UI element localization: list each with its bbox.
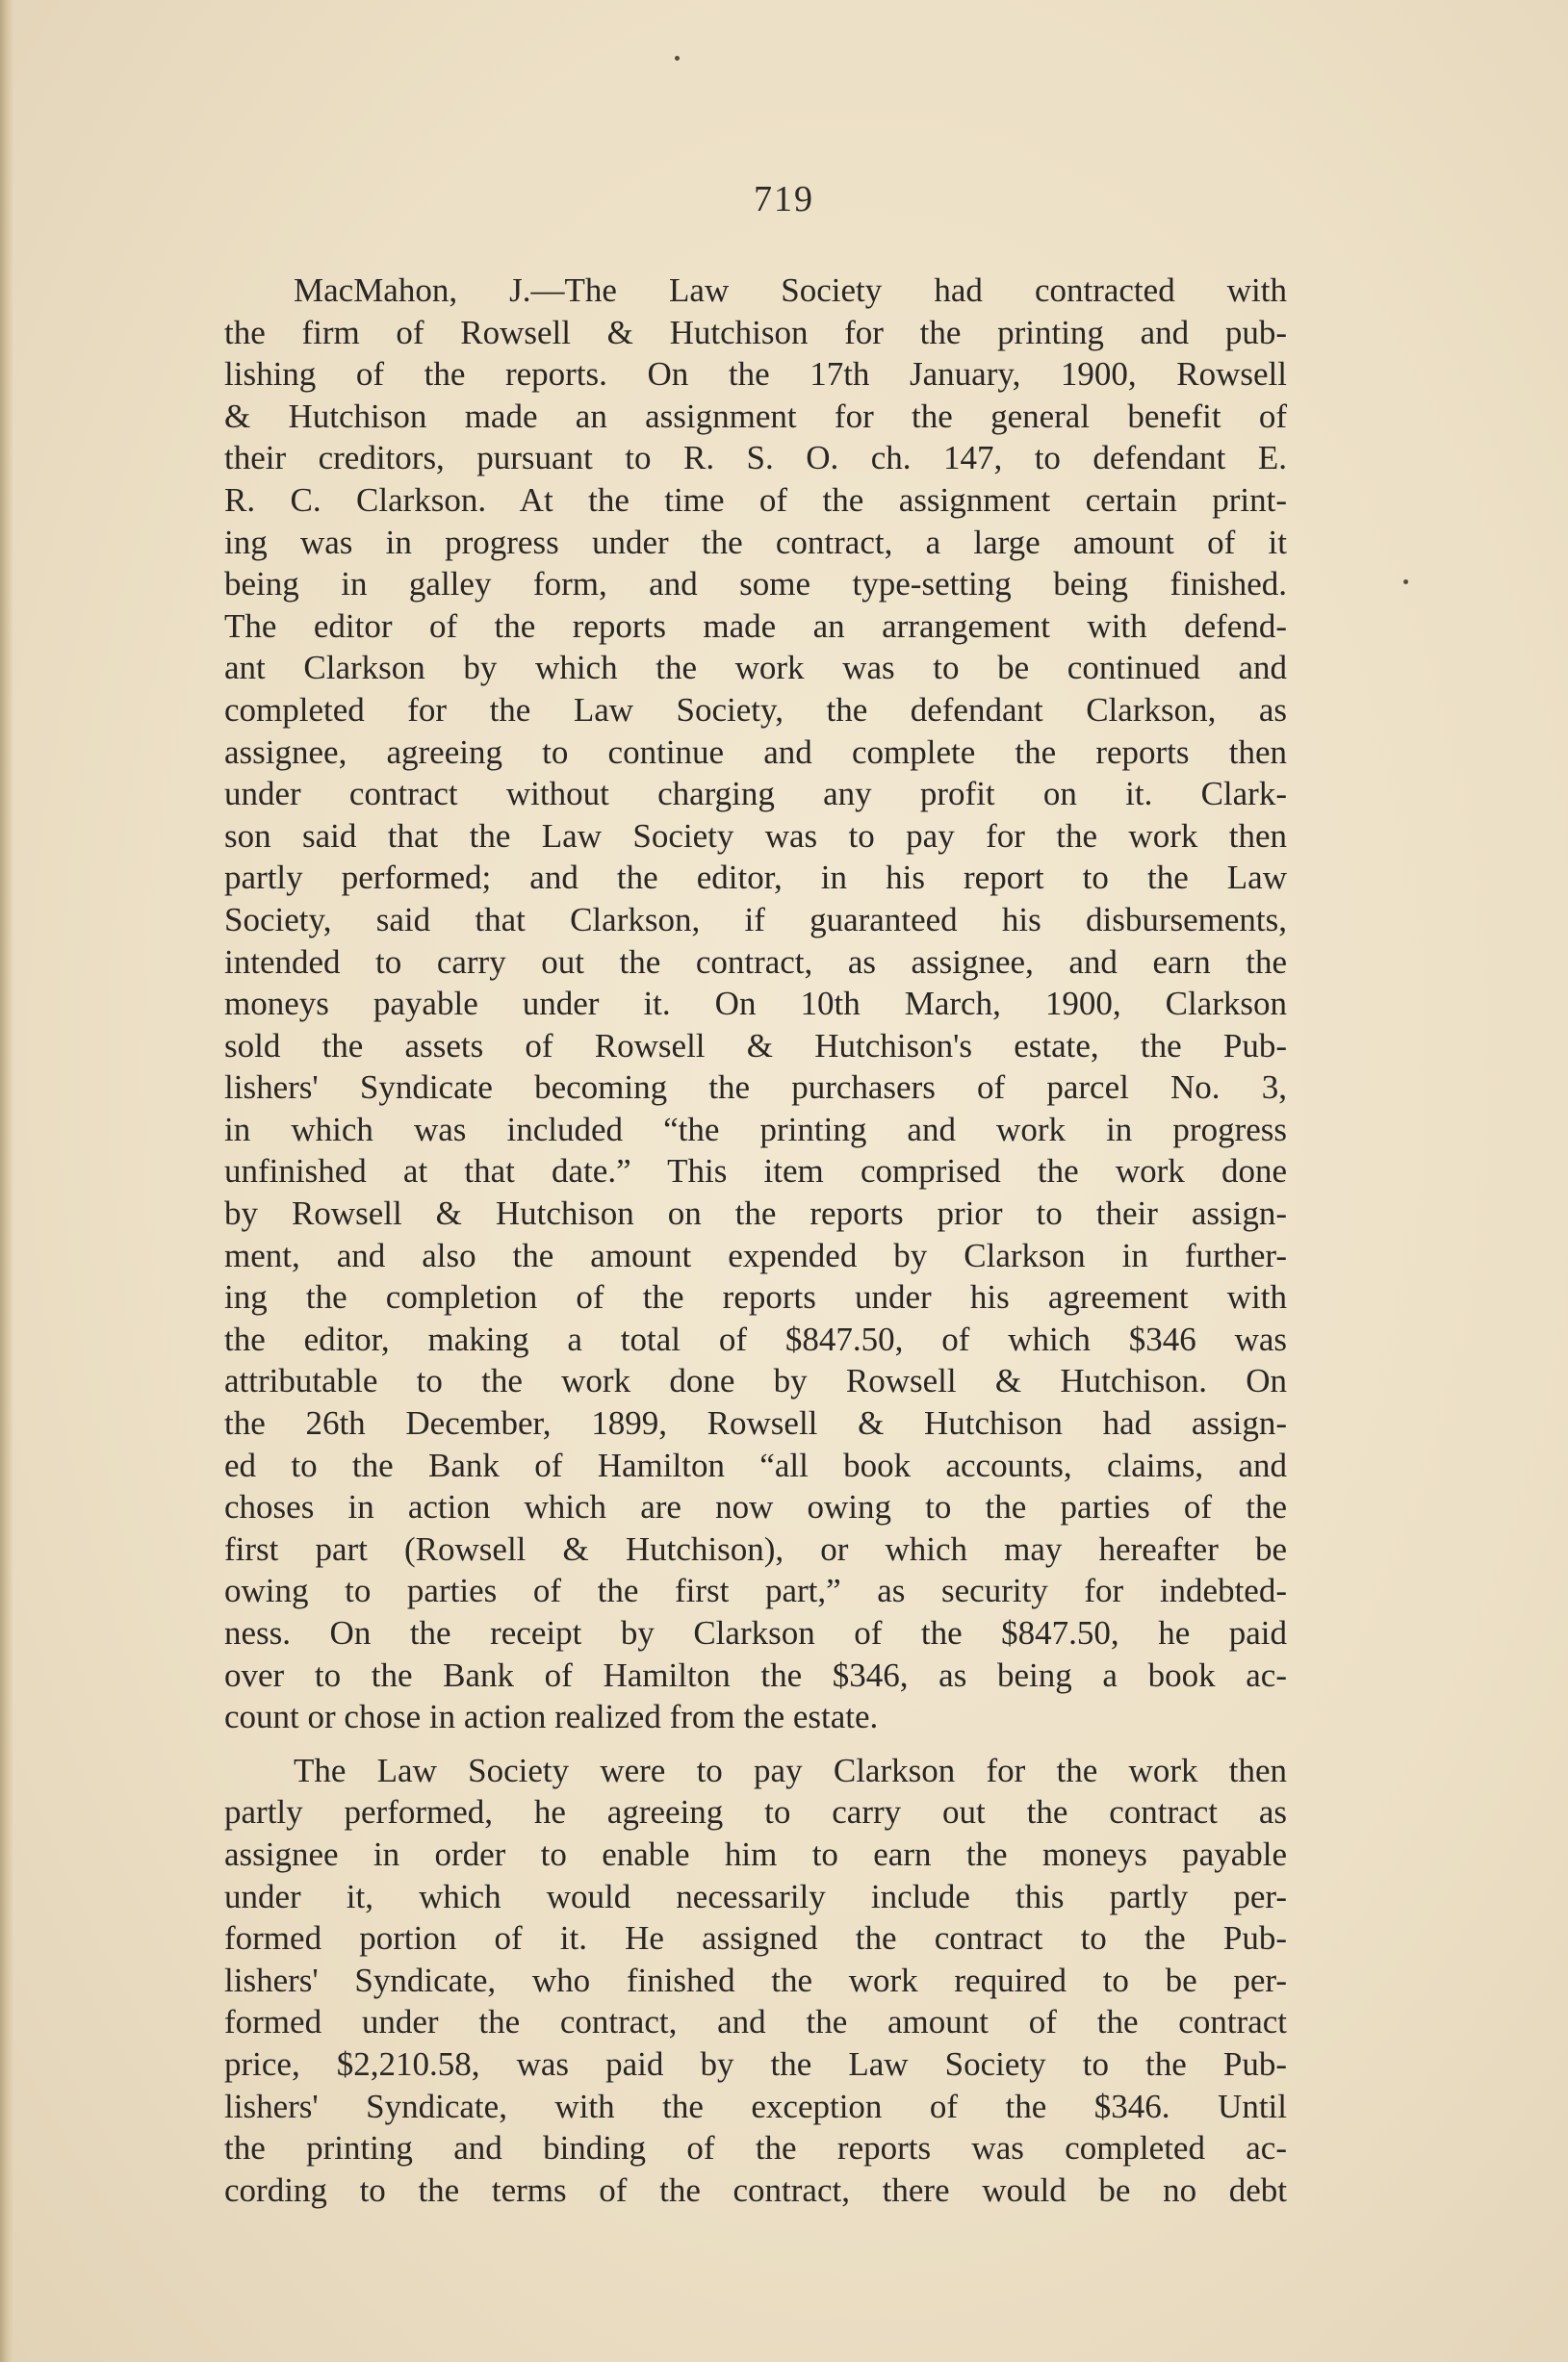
text-line: the printing and binding of the reports was completed ac-	[224, 2129, 1287, 2168]
text-line: lishers' Syndicate, with the exception of the $346. Until	[224, 2087, 1287, 2125]
page-number: 719	[754, 179, 814, 219]
paragraph-gap	[224, 1738, 1287, 1750]
text-line: over to the Bank of Hamilton the $346, as being a book ac-	[224, 1656, 1287, 1694]
text-line: ing was in progress under the contract, a large amount of it	[224, 523, 1287, 561]
paragraph	[224, 1750, 1287, 2212]
text-line: count or chose in action realized from the estate.	[224, 1698, 879, 1736]
text-line: ed to the Bank of Hamilton “all book accounts, claims, and	[224, 1446, 1287, 1484]
text-line: cording to the terms of the contract, there would be no debt	[224, 2170, 1287, 2209]
text-line: formed under the contract, and the amount of the contract	[224, 2003, 1287, 2041]
text-line: The Law Society were to pay Clarkson for the work then	[294, 1751, 1287, 1789]
text-line: first part (Rowsell & Hutchison), or which may hereafter be	[224, 1529, 1287, 1568]
text-line: ant Clarkson by which the work was to be continued and	[224, 649, 1287, 687]
text-line: MacMahon, J.—The Law Society had contracted with	[294, 271, 1287, 309]
text-line: completed for the Law Society, the defendant Clarkson, as	[224, 690, 1287, 729]
text-line: lishing of the reports. On the 17th January, 1900, Rowsell	[224, 355, 1287, 394]
text-line: son said that the Law Society was to pay for the work then	[224, 816, 1287, 855]
text-line: assignee in order to enable him to earn the moneys payable	[224, 1835, 1287, 1873]
text-line: & Hutchison made an assignment for the general benefit of	[224, 397, 1287, 435]
text-line: their creditors, pursuant to R. S. O. ch. 147, to defendant E.	[224, 439, 1287, 477]
text-line: being in galley form, and some type-setting being finished.	[224, 565, 1287, 603]
text-line: lishers' Syndicate, who finished the work required to be per-	[224, 1961, 1287, 1999]
text-line: formed portion of it. He assigned the contract to the Pub-	[224, 1919, 1287, 1958]
text-line: owing to parties of the first part,” as security for indebted-	[224, 1572, 1287, 1610]
text-line: R. C. Clarkson. At the time of the assignment certain print-	[224, 480, 1287, 519]
text-line: price, $2,210.58, was paid by the Law Society to the Pub-	[224, 2044, 1287, 2083]
text-line: partly performed, he agreeing to carry out the contract as	[224, 1793, 1287, 1832]
text-line: moneys payable under it. On 10th March, 1900, Clarkson	[224, 985, 1287, 1023]
text-line: Society, said that Clarkson, if guaranteed his disbursements,	[224, 900, 1287, 938]
text-line: lishers' Syndicate becoming the purchasers of parcel No. 3,	[224, 1068, 1287, 1107]
text-line: assignee, agreeing to continue and complete the reports then	[224, 732, 1287, 771]
text-line: The editor of the reports made an arrangement with defend-	[224, 606, 1287, 645]
text-line: the editor, making a total of $847.50, of which $346 was	[224, 1320, 1287, 1358]
text-line: under contract without charging any profit on it. Clark-	[224, 775, 1287, 813]
text-line: by Rowsell & Hutchison on the reports prior to their assign-	[224, 1194, 1287, 1233]
speck-mark	[675, 56, 680, 61]
text-line: unfinished at that date.” This item comprised the work done	[224, 1152, 1287, 1191]
text-line: ment, and also the amount expended by Clarkson in further-	[224, 1236, 1287, 1274]
page-binding-edge	[0, 0, 13, 2362]
text-line: under it, which would necessarily include this partly per-	[224, 1877, 1287, 1915]
speck-mark	[1403, 579, 1408, 584]
text-line: partly performed; and the editor, in his report to the Law	[224, 859, 1287, 897]
text-line: the 26th December, 1899, Rowsell & Hutchison had assign-	[224, 1404, 1287, 1443]
paragraph	[224, 270, 1287, 1738]
text-line: intended to carry out the contract, as assignee, and earn the	[224, 942, 1287, 981]
text-line: sold the assets of Rowsell & Hutchison's estate, the Pub-	[224, 1026, 1287, 1065]
text-line: in which was included “the printing and work in progress	[224, 1110, 1287, 1148]
text-line: ing the completion of the reports under his agreement with	[224, 1278, 1287, 1317]
text-line: the firm of Rowsell & Hutchison for the printing and pub-	[224, 313, 1287, 351]
body-text	[224, 270, 1287, 2211]
text-line: choses in action which are now owing to the parties of the	[224, 1488, 1287, 1527]
text-line: ness. On the receipt by Clarkson of the $847.50, he paid	[224, 1614, 1287, 1652]
text-line: attributable to the work done by Rowsell & Hutchison. On	[224, 1362, 1287, 1400]
